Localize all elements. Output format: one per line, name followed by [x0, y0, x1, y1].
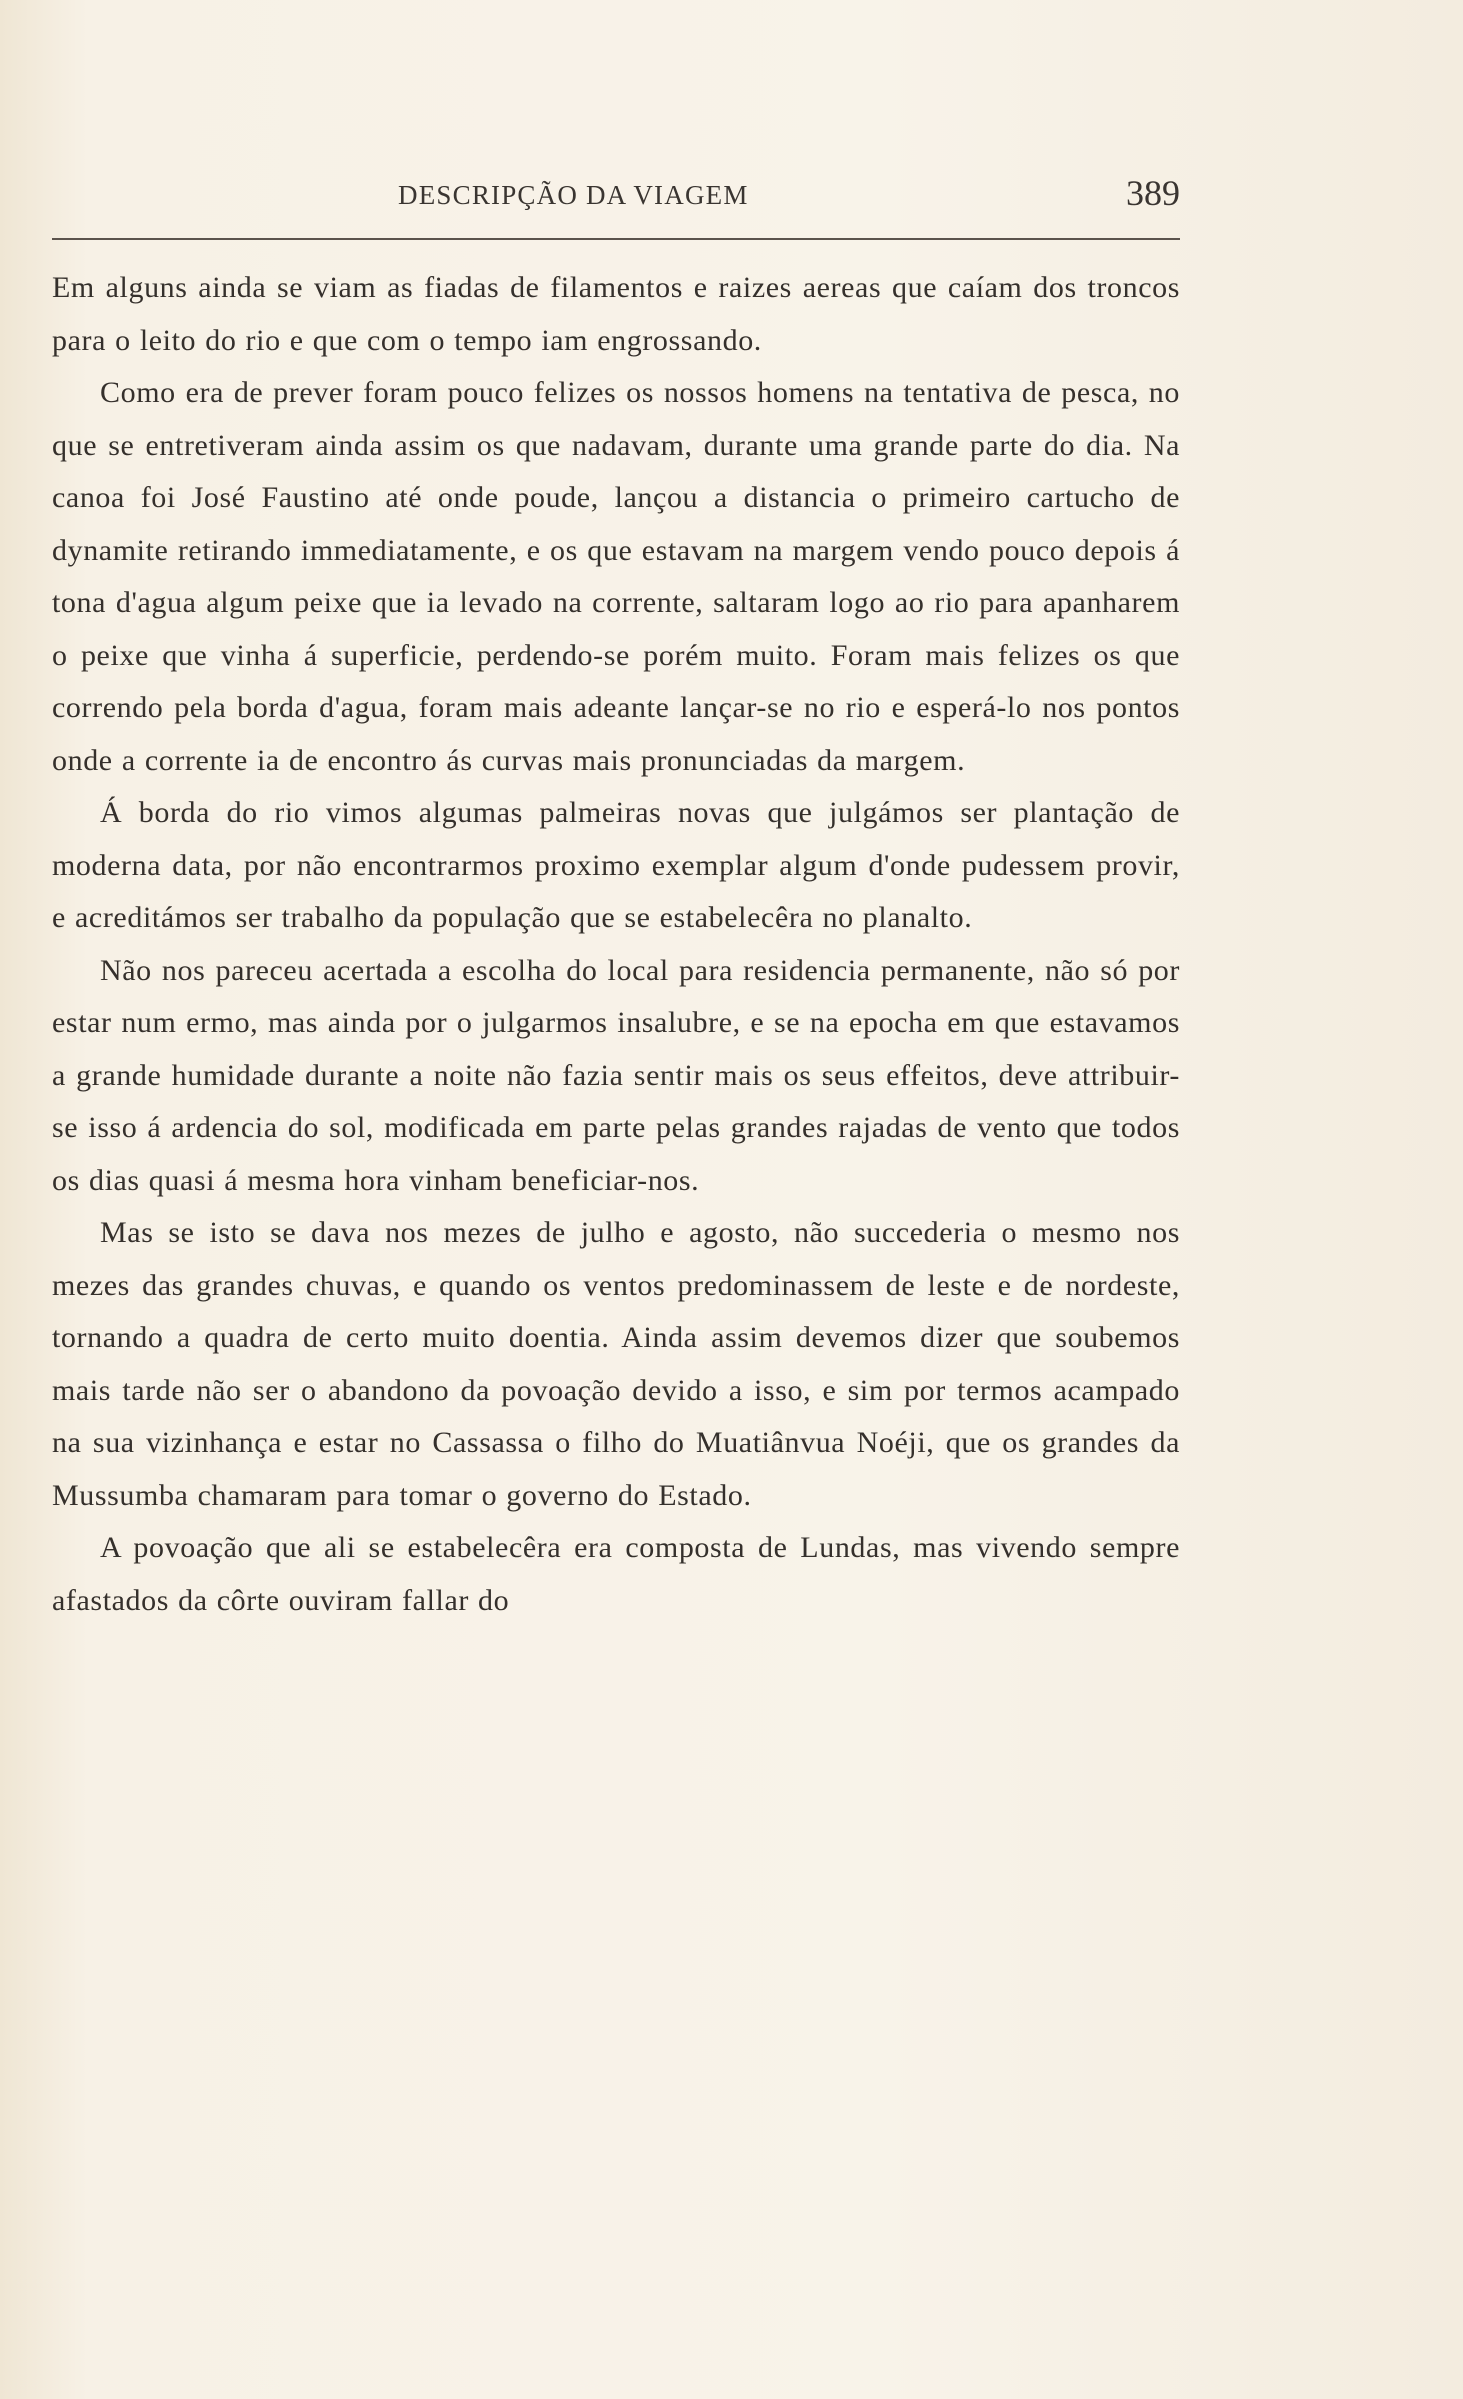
running-head [52, 172, 1180, 222]
header-rule [52, 238, 1180, 240]
paragraph: Não nos pareceu acertada a escolha do local para residencia permanente, não só por estar num ermo, mas ainda por o julgarmos insalubre, e se na epocha em que estavamos a grande humidade durante a noite não fazia sentir mais os seus effeitos, deve attribuir-se isso á ardencia do sol, modificada em parte pelas grandes rajadas de vento que todos os dias quasi á mesma hora vinham beneficiar-nos. [52, 953, 1180, 1197]
paragraph: Mas se isto se dava nos mezes de julho e agosto, não succederia o mesmo nos mezes das grandes chuvas, e quando os ventos predominassem de leste e de nordeste, tornando a quadra de certo muito doentia. Ainda assim devemos dizer que soubemos mais tarde não ser o abandono da povoação devido a isso, e sim por termos acampado na sua vizinhança e estar no Cassassa o filho do Muatiânvua Noéji, que os grandes da Mussumba chamaram para tomar o governo do Estado. [52, 1216, 1180, 1512]
text-body [52, 262, 1180, 1627]
paragraph: Como era de prever foram pouco felizes os nossos homens na tentativa de pesca, no que se entretiveram ainda assim os que nadavam, durante uma grande parte do dia. Na canoa foi José Faustino até onde poude, lançou a distancia o primeiro cartucho de dynamite retirando immediatamente, e os que estavam na margem vendo pouco depois á tona d'agua algum peixe que ia levado na corrente, saltaram logo ao rio para apanharem o peixe que vinha á superficie, perdendo-se porém muito. Foram mais felizes os que correndo pela borda d'agua, foram mais adeante lançar-se no rio e esperá-lo nos pontos onde a corrente ia de encontro ás curvas mais pronunciadas da margem. [52, 376, 1180, 777]
paragraph: Á borda do rio vimos algumas palmeiras novas que julgámos ser plantação de moderna data, por não encontrarmos proximo exemplar algum d'onde pudessem provir, e acreditámos ser trabalho da população que se estabelecêra no planalto. [52, 796, 1180, 934]
paragraph: Em alguns ainda se viam as fiadas de filamentos e raizes aereas que caíam dos troncos para o leito do rio e que com o tempo iam engrossando. [52, 271, 1180, 357]
paragraph: A povoação que ali se estabelecêra era composta de Lundas, mas vivendo sempre afastados da côrte ouviram fallar do [52, 1531, 1180, 1617]
running-title: DESCRIPÇÃO DA VIAGEM [398, 180, 749, 210]
page-number: 389 [1126, 173, 1180, 213]
